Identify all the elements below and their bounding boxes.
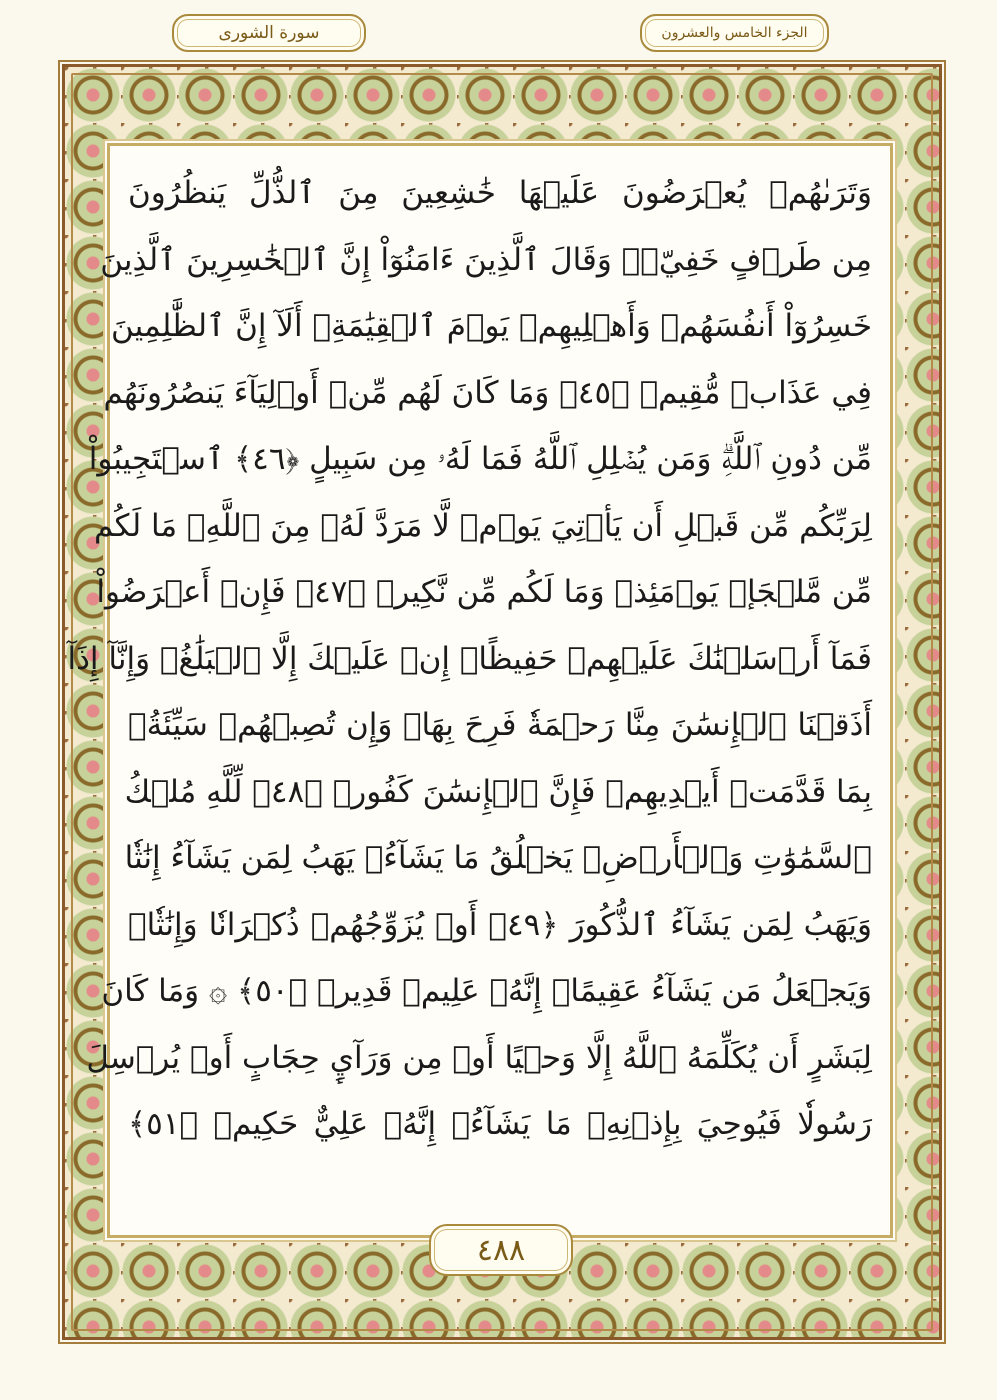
page-number: ٤٨٨ bbox=[476, 1232, 526, 1268]
page-text-area bbox=[67, 143, 893, 1238]
text-line: لِرَبِّكُم مِّن قَبۡلِ أَن يَأۡتِيَ يَوۡمٞ لَّا مَرَدَّ لَهُۥ مِنَ ٱللَّهِۚ مَا لَكُم bbox=[93, 507, 872, 544]
text-line: وَتَرَىٰهُمۡ يُعۡرَضُونَ عَلَيۡهَا خَٰشِعِينَ مِنَ ٱلذُّلِّ يَنظُرُونَ bbox=[128, 175, 872, 212]
juz-name-header bbox=[640, 14, 829, 52]
text-line: مِّن مَّلۡجَإٖ يَوۡمَئِذٖ وَمَا لَكُم مِّن نَّكِيرٖ ﴿٤٧﴾ فَإِنۡ أَعۡرَضُواْ bbox=[96, 574, 872, 611]
text-line: خَسِرُوٓاْ أَنفُسَهُمۡ وَأَهۡلِيهِمۡ يَوۡمَ ٱلۡقِيَٰمَةِۗ أَلَآ إِنَّ ٱلظَّٰلِمِينَ bbox=[111, 308, 872, 345]
surah-name-label: سورة الشورى bbox=[218, 23, 320, 43]
text-line: فِي عَذَابٖ مُّقِيمٖ ﴿٤٥﴾ وَمَا كَانَ لَهُم مِّنۡ أَوۡلِيَآءَ يَنصُرُونَهُم bbox=[103, 374, 872, 411]
text-line: ٱلسَّمَٰوَٰتِ وَٱلۡأَرۡضِۚ يَخۡلُقُ مَا يَشَآءُۚ يَهَبُ لِمَن يَشَآءُ إِنَٰثٗا bbox=[124, 840, 872, 877]
surah-name-header bbox=[172, 14, 366, 52]
text-line: فَمَآ أَرۡسَلۡنَٰكَ عَلَيۡهِمۡ حَفِيظًاۖ إِنۡ عَلَيۡكَ إِلَّا ٱلۡبَلَٰغُۗ وَإِنَّآ إِذَآ bbox=[67, 640, 872, 677]
page-number-plate bbox=[429, 1224, 573, 1276]
text-line: لِبَشَرٍ أَن يُكَلِّمَهُ ٱللَّهُ إِلَّا وَحۡيًا أَوۡ مِن وَرَآيِٕ حِجَابٍ أَوۡ يُرۡسِلَ bbox=[86, 1039, 872, 1076]
text-line: وَيَجۡعَلُ مَن يَشَآءُ عَقِيمًاۚ إِنَّهُۥ عَلِيمٞ قَدِيرٞ ﴿٥٠﴾ ۞ وَمَا كَانَ bbox=[101, 973, 872, 1010]
juz-name-label: الجزء الخامس والعشرون bbox=[661, 25, 808, 41]
text-line: مِّن دُونِ ٱللَّهِۗ وَمَن يُضۡلِلِ ٱللَّهُ فَمَا لَهُۥ مِن سَبِيلٍ ﴿٤٦﴾ ٱسۡتَجِيبُواْ bbox=[88, 440, 872, 477]
text-line: بِمَا قَدَّمَتۡ أَيۡدِيهِمۡ فَإِنَّ ٱلۡإِنسَٰنَ كَفُورٞ ﴿٤٨﴾ لِّلَّهِ مُلۡكُ bbox=[124, 773, 872, 810]
text-line: رَسُولٗا فَيُوحِيَ بِإِذۡنِهِۦ مَا يَشَآءُۚ إِنَّهُۥ عَلِيٌّ حَكِيمٞ ﴿٥١﴾ bbox=[128, 1106, 872, 1143]
text-line: مِن طَرۡفٍ خَفِيّٖۗ وَقَالَ ٱلَّذِينَ ءَامَنُوٓاْ إِنَّ ٱلۡخَٰسِرِينَ ٱلَّذِينَ bbox=[100, 241, 872, 278]
text-line: أَذَقۡنَا ٱلۡإِنسَٰنَ مِنَّا رَحۡمَةٗ فَرِحَ بِهَاۖ وَإِن تُصِبۡهُمۡ سَيِّئَةُۢ bbox=[128, 707, 872, 744]
text-line: وَيَهَبُ لِمَن يَشَآءُ ٱلذُّكُورَ ﴿٤٩﴾ أَوۡ يُزَوِّجُهُمۡ ذُكۡرَانٗا وَإِنَٰثٗاۖ bbox=[128, 906, 872, 943]
